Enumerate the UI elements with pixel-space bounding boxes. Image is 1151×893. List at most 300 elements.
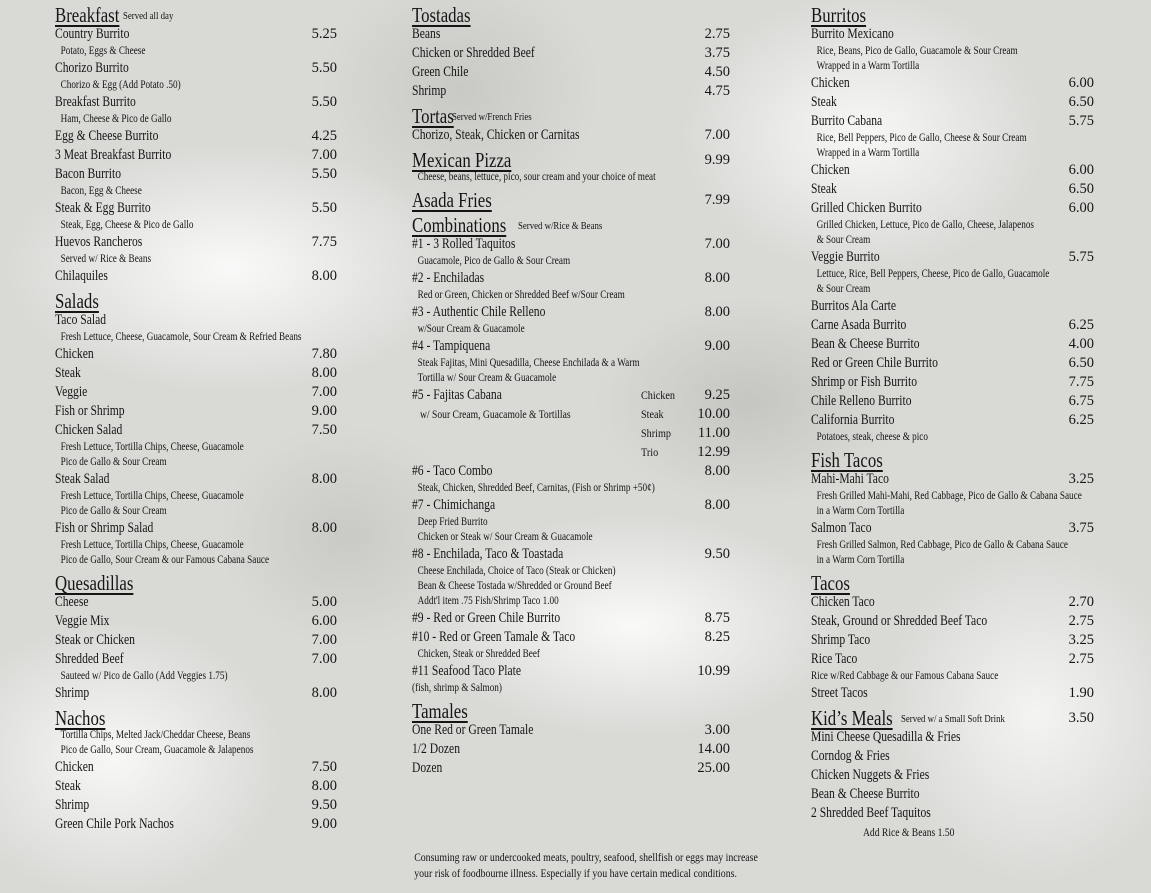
item-name: Chicken: [55, 346, 94, 362]
item-price: 5.25: [311, 26, 337, 42]
menu-item: [55, 758, 337, 777]
menu-item: [412, 424, 730, 443]
item-name: Beans: [412, 26, 441, 42]
item-price: 9.25: [704, 387, 730, 403]
item-price: 9.00: [311, 403, 337, 419]
menu-item: [811, 112, 1094, 131]
item-name: Corndog & Fries: [811, 748, 890, 764]
menu-item: [55, 612, 337, 631]
menu-item: [811, 316, 1094, 335]
item-description: Potato, Eggs & Cheese: [60, 45, 146, 57]
menu-section-fish-tacos: [811, 448, 1094, 568]
item-price: 9.00: [704, 338, 730, 354]
section-title: Breakfast: [55, 3, 120, 27]
item-name: Steak: [55, 365, 81, 381]
item-description: & Sour Cream: [816, 283, 871, 295]
menu-section-tacos: [811, 571, 1094, 703]
menu-item: [55, 383, 337, 402]
menu-item: [55, 93, 337, 112]
section-header: [55, 289, 337, 313]
menu-section-breakfast: [55, 3, 337, 286]
item-name: Chile Relleno Burrito: [811, 393, 912, 409]
item-description: in a Warm Corn Tortilla: [816, 505, 905, 517]
item-name: Red or Green Chile Burrito: [811, 355, 938, 371]
item-name: #2 - Enchiladas: [412, 270, 485, 286]
item-name: 1/2 Dozen: [412, 741, 460, 757]
section-header: [55, 571, 337, 595]
section-title: Nachos: [55, 706, 106, 730]
item-name: Shredded Beef: [55, 651, 124, 667]
item-price: 8.00: [311, 365, 337, 381]
menu-item: [811, 392, 1094, 411]
section-price: 9.99: [704, 152, 730, 168]
item-description: Wrapped in a Warm Tortilla: [816, 147, 920, 159]
section-title: Asada Fries: [412, 188, 492, 212]
item-name: Chilaquiles: [55, 268, 108, 284]
menu-item: [55, 267, 337, 286]
item-name: California Burrito: [811, 412, 895, 428]
item-price: 12.99: [697, 444, 730, 460]
item-price: 10.99: [697, 663, 730, 679]
item-name: Shrimp: [55, 685, 90, 701]
item-description: Chicken, Steak or Shredded Beef: [417, 648, 540, 660]
section-title: Tacos: [811, 571, 850, 595]
menu-item: [55, 199, 337, 218]
section-description: Pico de Gallo, Sour Cream, Guacamole & Jalapenos: [60, 744, 254, 756]
item-price: 5.50: [311, 166, 337, 182]
item-price: 3.75: [1068, 520, 1094, 536]
item-name: Steak: [55, 778, 81, 794]
menu-section-tamales: [412, 699, 730, 778]
item-name: Mini Cheese Quesadilla & Fries: [811, 729, 961, 745]
section-title: Quesadillas: [55, 571, 134, 595]
menu-item: [55, 311, 337, 330]
item-price: 8.00: [704, 270, 730, 286]
menu-item: [811, 631, 1094, 650]
menu-item: [412, 269, 730, 288]
item-name: Steak or Chicken: [55, 632, 135, 648]
item-description: Fresh Lettuce, Cheese, Guacamole, Sour Cream & Refried Beans: [60, 331, 302, 343]
item-name: 2 Shredded Beef Taquitos: [811, 805, 931, 821]
item-price: 8.00: [311, 685, 337, 701]
item-price: 8.00: [311, 520, 337, 536]
item-description: Bean & Cheese Tostada w/Shredded or Ground Beef: [417, 580, 612, 592]
item-name: Chicken Taco: [811, 594, 875, 610]
item-name: Breakfast Burrito: [55, 94, 136, 110]
section-description: Tortilla Chips, Melted Jack/Cheddar Cheese, Beans: [60, 729, 251, 741]
item-price: 8.00: [704, 497, 730, 513]
item-price: 8.00: [704, 463, 730, 479]
item-description: Fresh Lettuce, Tortilla Chips, Cheese, Guacamole: [60, 539, 244, 551]
item-name: Salmon Taco: [811, 520, 872, 536]
item-description: in a Warm Corn Tortilla: [816, 554, 905, 566]
menu-column-right: [811, 0, 1094, 842]
item-description: Steak Fajitas, Mini Quesadilla, Cheese Enchilada & a Warm: [417, 357, 640, 369]
menu-item: [55, 796, 337, 815]
item-price: 3.75: [704, 45, 730, 61]
section-title: Mexican Pizza: [412, 148, 512, 172]
item-name: Street Tacos: [811, 685, 868, 701]
item-price: 5.50: [311, 200, 337, 216]
menu-item: [55, 593, 337, 612]
item-price: 2.75: [1068, 613, 1094, 629]
item-price: 8.75: [704, 610, 730, 626]
item-description: Deep Fried Burrito: [417, 516, 488, 528]
section-header: [811, 571, 1094, 595]
item-name: #11 Seafood Taco Plate: [412, 663, 522, 679]
item-price: 9.50: [311, 797, 337, 813]
item-price: 7.00: [311, 147, 337, 163]
item-description: Fresh Grilled Mahi-Mahi, Red Cabbage, Pico de Gallo & Cabana Sauce: [816, 490, 1082, 502]
item-name: Green Chile Pork Nachos: [55, 816, 174, 832]
item-description: & Sour Cream: [816, 234, 871, 246]
menu-item: [811, 199, 1094, 218]
section-description: Cheese, beans, lettuce, pico, sour cream and your choice of meat: [417, 171, 656, 183]
menu-item: [811, 593, 1094, 612]
item-name: Carne Asada Burrito: [811, 317, 907, 333]
section-header: [55, 706, 337, 730]
item-price: 8.00: [311, 471, 337, 487]
section-title: Salads: [55, 289, 99, 313]
item-name: Chicken: [811, 75, 850, 91]
item-description: (fish, shrimp & Salmon): [412, 682, 502, 694]
menu-item: [55, 650, 337, 669]
menu-section-asada-fries: [412, 188, 730, 212]
item-price: 9.00: [311, 816, 337, 832]
item-description: Lettuce, Rice, Bell Peppers, Cheese, Pico de Gallo, Guacamole: [816, 268, 1050, 280]
section-note: Served w/French Fries: [452, 110, 532, 123]
item-description: Wrapped in a Warm Tortilla: [816, 60, 920, 72]
section-price: 3.50: [1068, 710, 1094, 726]
item-name: Green Chile: [412, 64, 469, 80]
item-name: Chicken Nuggets & Fries: [811, 767, 930, 783]
item-description: Fresh Lettuce, Tortilla Chips, Cheese, Guacamole: [60, 490, 244, 502]
item-price: 6.00: [1068, 200, 1094, 216]
item-price: 7.00: [311, 632, 337, 648]
menu-item: [811, 823, 1094, 842]
item-name: #3 - Authentic Chile Relleno: [412, 304, 546, 320]
item-name: Steak Salad: [55, 471, 110, 487]
item-name: Chorizo Burrito: [55, 60, 129, 76]
item-description: Rice, Bell Peppers, Pico de Gallo, Cheese & Sour Cream: [816, 132, 1027, 144]
menu-item: [811, 766, 1094, 785]
item-price: 5.75: [1068, 249, 1094, 265]
menu-item: [412, 443, 730, 462]
item-name: Fish or Shrimp: [55, 403, 125, 419]
item-price: 6.00: [1068, 162, 1094, 178]
section-title: Tamales: [412, 699, 468, 723]
menu-item: [811, 411, 1094, 430]
menu-item: [55, 631, 337, 650]
item-size-option: Trio: [641, 445, 659, 459]
menu-item: [55, 402, 337, 421]
menu-section-nachos: [55, 706, 337, 834]
item-name: Steak: [811, 94, 837, 110]
menu-item: [412, 126, 730, 145]
menu-item: [412, 386, 730, 405]
item-price: 5.50: [311, 60, 337, 76]
item-name: Egg & Cheese Burrito: [55, 128, 159, 144]
menu-item: [811, 519, 1094, 538]
disclaimer-line: your risk of foodbourne illness. Especially if you have certain medical conditions.: [414, 866, 737, 880]
item-description: Served w/ Rice & Beans: [60, 253, 152, 265]
item-price: 1.90: [1068, 685, 1094, 701]
section-header: [412, 188, 730, 212]
item-name: Shrimp Taco: [811, 632, 871, 648]
menu-item: [55, 421, 337, 440]
item-name: Steak & Egg Burrito: [55, 200, 151, 216]
menu-item: [412, 235, 730, 254]
item-price: 7.75: [311, 234, 337, 250]
menu-item: [811, 297, 1094, 316]
menu-item: [811, 180, 1094, 199]
item-price: 6.00: [311, 613, 337, 629]
item-price: 8.00: [311, 268, 337, 284]
item-description: Steak, Chicken, Shredded Beef, Carnitas, (Fish or Shrimp +50¢): [417, 482, 655, 494]
menu-item: [412, 759, 730, 778]
item-name: #9 - Red or Green Chile Burrito: [412, 610, 561, 626]
menu-section-salads: [55, 289, 337, 568]
disclaimer-line: Consuming raw or undercooked meats, poultry, seafood, shellfish or eggs may increase: [414, 850, 758, 864]
menu-section-kid-s-meals: [811, 706, 1094, 842]
item-price: 4.00: [1068, 336, 1094, 352]
menu-item: [55, 25, 337, 44]
menu-item: [811, 354, 1094, 373]
item-size-option: Shrimp: [641, 426, 672, 440]
item-description: Bacon, Egg & Cheese: [60, 185, 142, 197]
item-name: #5 - Fajitas Cabana: [412, 387, 502, 403]
item-price: 6.50: [1068, 94, 1094, 110]
section-header: [412, 699, 730, 723]
item-description: Pico de Gallo & Sour Cream: [60, 456, 167, 468]
item-name: Burrito Cabana: [811, 113, 883, 129]
item-name: Mahi-Mahi Taco: [811, 471, 889, 487]
section-note: Served w/Rice & Beans: [517, 219, 603, 232]
item-name: Burritos Ala Carte: [811, 298, 897, 314]
section-header: [811, 3, 1094, 27]
item-name: Huevos Rancheros: [55, 234, 143, 250]
menu-item: [412, 662, 730, 681]
item-name: #10 - Red or Green Tamale & Taco: [412, 629, 576, 645]
item-description: Pico de Gallo, Sour Cream & our Famous Cabana Sauce: [60, 554, 270, 566]
item-price: 3.25: [1068, 471, 1094, 487]
menu-item: [811, 161, 1094, 180]
menu-item: [811, 684, 1094, 703]
menu-item: [412, 82, 730, 101]
item-name: Rice Taco: [811, 651, 858, 667]
menu-item: [811, 747, 1094, 766]
menu-item: [811, 93, 1094, 112]
menu-item: [412, 63, 730, 82]
menu-item: [412, 628, 730, 647]
item-price: 5.75: [1068, 113, 1094, 129]
item-price: 6.50: [1068, 355, 1094, 371]
section-header: [55, 3, 337, 27]
item-name: Chicken: [55, 759, 94, 775]
item-name: Veggie: [55, 384, 88, 400]
item-price: 7.00: [311, 651, 337, 667]
menu-item: [55, 127, 337, 146]
item-price: 5.50: [311, 94, 337, 110]
item-price: 6.50: [1068, 181, 1094, 197]
item-name: Chorizo, Steak, Chicken or Carnitas: [412, 127, 580, 143]
item-description: Fresh Lettuce, Tortilla Chips, Cheese, Guacamole: [60, 441, 244, 453]
item-name: Grilled Chicken Burrito: [811, 200, 922, 216]
menu-section-tortas: [412, 104, 730, 145]
section-title: Burritos: [811, 3, 867, 27]
menu-item: [55, 519, 337, 538]
item-name: One Red or Green Tamale: [412, 722, 534, 738]
section-header: [412, 213, 730, 237]
item-name: Chicken or Shredded Beef: [412, 45, 535, 61]
item-description: Cheese Enchilada, Choice of Taco (Steak or Chicken): [417, 565, 616, 577]
item-name: Bean & Cheese Burrito: [811, 336, 920, 352]
menu-item: [412, 462, 730, 481]
menu-section-tostadas: [412, 3, 730, 101]
item-description: Grilled Chicken, Lettuce, Pico de Gallo, Cheese, Jalapenos: [816, 219, 1035, 231]
menu-item: [412, 44, 730, 63]
health-disclaimer: [380, 849, 760, 881]
menu-item: [811, 785, 1094, 804]
menu-section-mexican-pizza: [412, 148, 730, 185]
item-name: Shrimp: [412, 83, 447, 99]
item-description: Addt'l item .75 Fish/Shrimp Taco 1.00: [417, 595, 559, 607]
menu-item: [412, 609, 730, 628]
item-price: 6.25: [1068, 412, 1094, 428]
menu-item: [55, 59, 337, 78]
item-price: 25.00: [697, 760, 730, 776]
item-name: Shrimp or Fish Burrito: [811, 374, 918, 390]
item-name: Bean & Cheese Burrito: [811, 786, 920, 802]
item-name: Steak: [811, 181, 837, 197]
item-name: #1 - 3 Rolled Taquitos: [412, 236, 516, 252]
menu-item: [55, 364, 337, 383]
section-title: Combinations: [412, 213, 507, 237]
section-header: [412, 3, 730, 27]
menu-item: [412, 405, 730, 424]
item-price: 6.75: [1068, 393, 1094, 409]
menu-item: [412, 303, 730, 322]
item-name: Veggie Mix: [55, 613, 110, 629]
item-price: 6.00: [1068, 75, 1094, 91]
item-description: Sauteed w/ Pico de Gallo (Add Veggies 1.75): [60, 670, 228, 682]
item-description: Steak, Egg, Cheese & Pico de Gallo: [60, 219, 194, 231]
item-name: Cheese: [55, 594, 89, 610]
item-name: Dozen: [412, 760, 443, 776]
menu-item: [55, 233, 337, 252]
item-name: Shrimp: [55, 797, 90, 813]
menu-item: [811, 728, 1094, 747]
item-name: #4 - Tampiquena: [412, 338, 491, 354]
item-price: 11.00: [697, 425, 730, 441]
menu-item: [811, 650, 1094, 669]
menu-item: [412, 545, 730, 564]
menu-item: [811, 612, 1094, 631]
item-price: 3.25: [1068, 632, 1094, 648]
item-name: Bacon Burrito: [55, 166, 122, 182]
menu-item: [811, 470, 1094, 489]
item-price: 5.00: [311, 594, 337, 610]
item-price: 8.25: [704, 629, 730, 645]
menu-column-center: [412, 0, 730, 778]
item-price: 6.25: [1068, 317, 1094, 333]
item-price: 8.00: [704, 304, 730, 320]
menu-item: [811, 335, 1094, 354]
item-price: 7.50: [311, 422, 337, 438]
section-header: [412, 104, 730, 128]
menu-section-combinations: [412, 213, 730, 696]
menu-item: [811, 248, 1094, 267]
menu-item: [811, 25, 1094, 44]
item-price: 4.25: [311, 128, 337, 144]
item-price: 4.75: [704, 83, 730, 99]
item-name: #8 - Enchilada, Taco & Toastada: [412, 546, 564, 562]
item-description: Potatoes, steak, cheese & pico: [816, 431, 928, 443]
item-name: Taco Salad: [55, 312, 107, 328]
section-title: Tortas: [412, 104, 454, 128]
menu-item: [412, 25, 730, 44]
item-size-option: Chicken: [641, 388, 675, 402]
item-description: Chicken or Steak w/ Sour Cream & Guacamole: [417, 531, 593, 543]
item-name: Country Burrito: [55, 26, 130, 42]
item-name: Add Rice & Beans 1.50: [863, 825, 955, 839]
section-header: [811, 706, 1094, 730]
item-name: Steak, Ground or Shredded Beef Taco: [811, 613, 988, 629]
menu-item: [412, 496, 730, 515]
item-price: 10.00: [697, 406, 730, 422]
item-price: 2.75: [1068, 651, 1094, 667]
menu-item: [412, 337, 730, 356]
menu-section-burritos: [811, 3, 1094, 445]
menu-item: [412, 721, 730, 740]
item-size-option: Steak: [641, 407, 664, 421]
item-name: w/ Sour Cream, Guacamole & Tortillas: [420, 407, 571, 421]
item-price: 7.50: [311, 759, 337, 775]
item-description: Tortilla w/ Sour Cream & Guacamole: [417, 372, 557, 384]
item-name: Chicken: [811, 162, 850, 178]
menu-column-left: [55, 0, 337, 834]
section-header: [412, 148, 730, 172]
item-price: 7.75: [1068, 374, 1094, 390]
section-title: Tostadas: [412, 3, 471, 27]
menu-item: [55, 345, 337, 364]
menu-item: [55, 470, 337, 489]
menu-item: [55, 777, 337, 796]
item-price: 7.00: [311, 384, 337, 400]
item-description: Guacamole, Pico de Gallo & Sour Cream: [417, 255, 571, 267]
item-name: 3 Meat Breakfast Burrito: [55, 147, 172, 163]
item-price: 7.00: [704, 236, 730, 252]
item-price: 9.50: [704, 546, 730, 562]
item-description: Rice w/Red Cabbage & our Famous Cabana Sauce: [811, 670, 999, 682]
menu-item: [811, 74, 1094, 93]
item-price: 7.00: [704, 127, 730, 143]
menu-section-quesadillas: [55, 571, 337, 703]
menu-item: [412, 740, 730, 759]
menu-item: [811, 373, 1094, 392]
menu-item: [55, 684, 337, 703]
item-price: 8.00: [311, 778, 337, 794]
item-price: 2.75: [704, 26, 730, 42]
item-price: 4.50: [704, 64, 730, 80]
section-title: Fish Tacos: [811, 448, 883, 472]
item-name: #6 - Taco Combo: [412, 463, 493, 479]
item-description: Pico de Gallo & Sour Cream: [60, 505, 167, 517]
section-note: Served w/ a Small Soft Drink: [901, 712, 1005, 725]
menu-item: [55, 165, 337, 184]
item-description: Fresh Grilled Salmon, Red Cabbage, Pico de Gallo & Cabana Sauce: [816, 539, 1069, 551]
item-name: Chicken Salad: [55, 422, 123, 438]
